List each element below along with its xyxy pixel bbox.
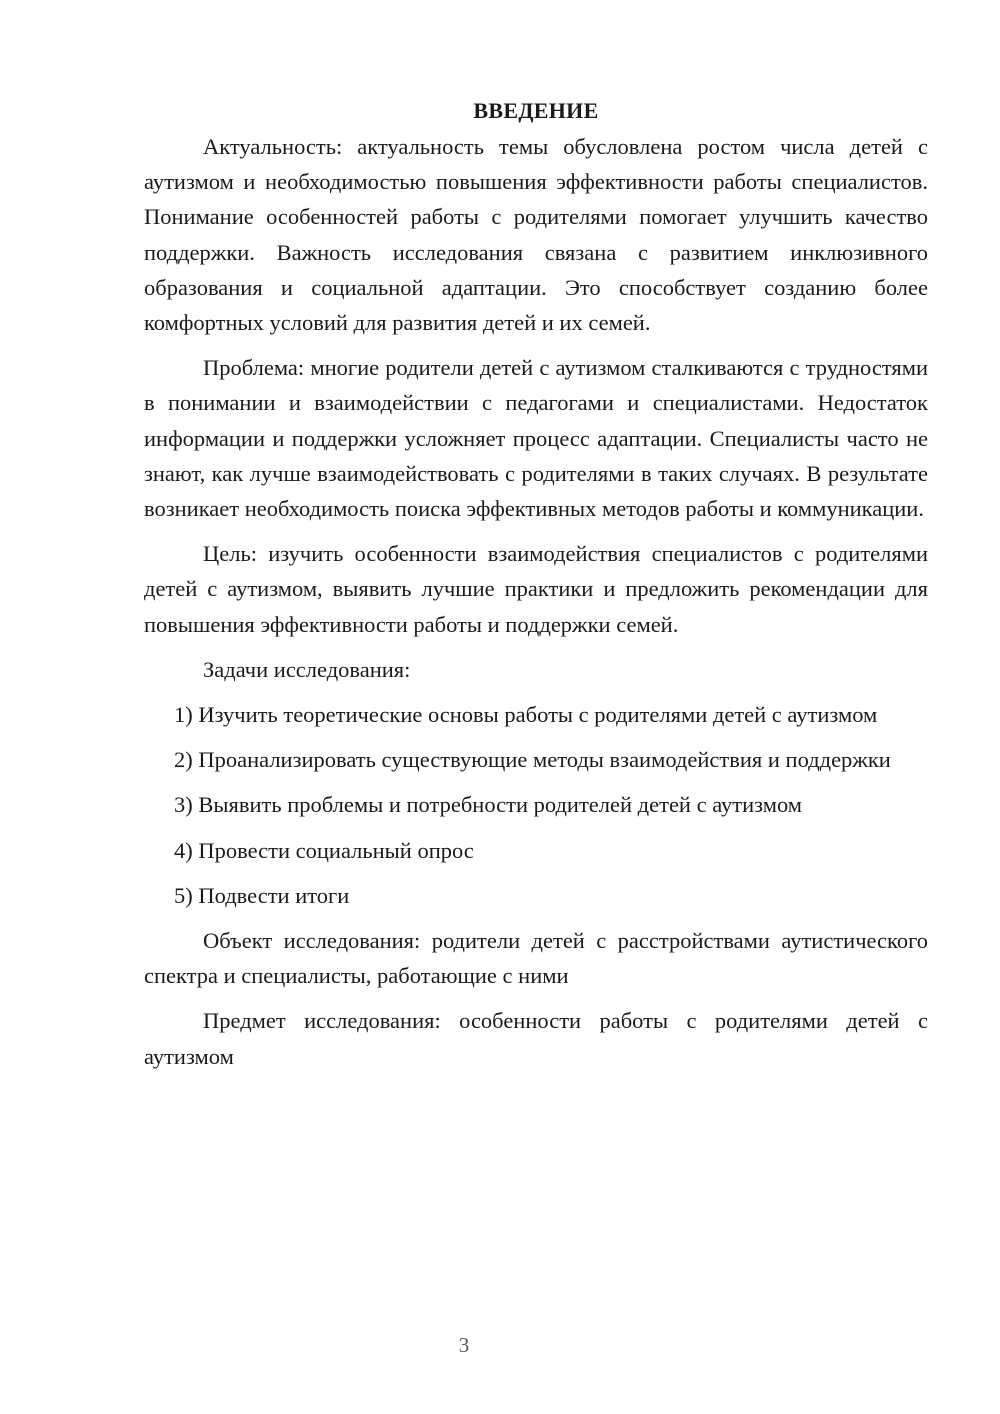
page-number: 3: [458, 1333, 470, 1357]
subject-paragraph: Предмет исследования: особенности работы с родителями детей с аутизмом: [144, 1008, 928, 1069]
page-content: [144, 93, 928, 1074]
task-item: 1) Изучить теоретические основы работы с родителями детей с аутизмом: [174, 702, 878, 728]
relevance-paragraph: Актуальность: актуальность темы обусловлена ростом числа детей с аутизмом и необходимостью повышения эффективности работы специалистов. Понимание особенностей работы с родителями помогает улучшить качество поддержки. Важность исследования связана с развитием инклюзивного образования и социальной адаптации. Это способствует созданию более комфортных условий для развития детей и их семей.: [144, 134, 928, 336]
page-title: ВВЕДЕНИЕ: [473, 98, 599, 123]
problem-paragraph: Проблема: многие родители детей с аутизмом сталкиваются с трудностями в понимании и взаимодействии с педагогами и специалистами. Недостаток информации и поддержки усложняет процесс адаптации. Специалисты часто не знают, как лучше взаимодействовать с родителями в таких случаях. В результате возникает необходимость поиска эффективных методов работы и коммуникации.: [144, 355, 928, 522]
task-item: 5) Подвести итоги: [174, 882, 350, 908]
task-item: 3) Выявить проблемы и потребности родителей детей с аутизмом: [174, 792, 803, 818]
object-paragraph: Объект исследования: родители детей с расстройствами аутистического спектра и специалисты, работающие с ними: [144, 928, 928, 989]
goal-paragraph: Цель: изучить особенности взаимодействия специалистов с родителями детей с аутизмом, выявить лучшие практики и предложить рекомендации для повышения эффективности работы и поддержки семей.: [144, 541, 928, 637]
task-item: 2) Проанализировать существующие методы взаимодействия и поддержки: [174, 747, 891, 773]
tasks-heading: Задачи исследования:: [203, 656, 411, 682]
task-item: 4) Провести социальный опрос: [174, 837, 474, 863]
